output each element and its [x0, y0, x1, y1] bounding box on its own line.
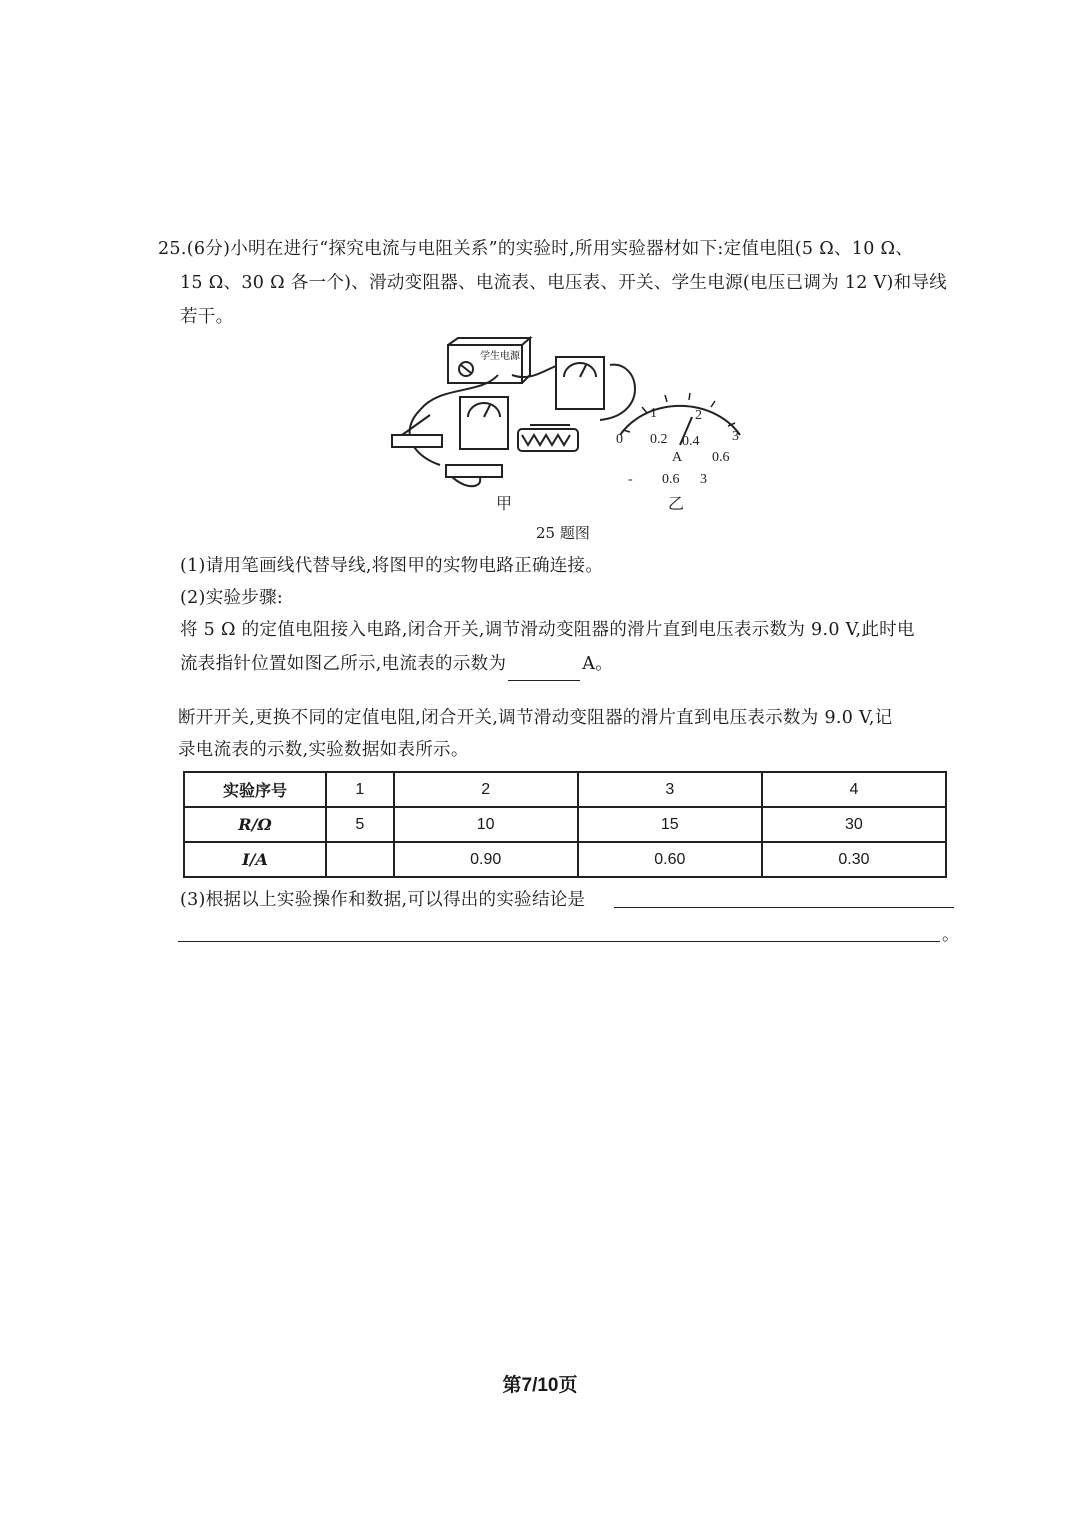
step-2-line-1: 断开开关,更换不同的定值电阻,闭合开关,调节滑动变阻器的滑片直到电压表示数为 9.0 V,记	[178, 708, 893, 728]
figure-label-yi: 乙	[668, 494, 685, 513]
table-row	[184, 842, 946, 877]
switch	[392, 435, 442, 447]
step-1-line-2	[180, 647, 958, 681]
table-cell: 5	[326, 807, 394, 842]
ammeter	[460, 397, 508, 449]
meter-unit: A	[672, 450, 683, 465]
table-cell: 0.60	[578, 842, 762, 877]
part-2: (2)实验步骤:	[180, 588, 284, 608]
table-cell: 10	[394, 807, 578, 842]
scale-0-4: 0.4	[682, 434, 700, 449]
table-row	[184, 772, 946, 807]
scale-0-6: 0.6	[712, 450, 730, 465]
row-header-resistance: R/Ω	[184, 807, 326, 842]
answer-line-1[interactable]	[614, 907, 954, 908]
table-cell: 15	[578, 807, 762, 842]
figure-caption: 25 题图	[536, 524, 590, 542]
row-header-trial: 实验序号	[184, 772, 326, 807]
step-1-line-1: 将 5 Ω 的定值电阻接入电路,闭合开关,调节滑动变阻器的滑片直到电压表示数为 9.0 V,此时电	[180, 620, 915, 640]
terminal-0-6: 0.6	[662, 472, 680, 487]
row-header-current: I/A	[184, 842, 326, 877]
step-1-line-2-unit: A。	[582, 654, 614, 674]
scale-3: 3	[732, 429, 739, 444]
meter-scale-ticks	[623, 393, 735, 432]
question-intro-line-3: 若干。	[180, 307, 234, 327]
table-cell: 4	[762, 772, 946, 807]
fixed-resistor	[446, 465, 502, 477]
table-row	[184, 807, 946, 842]
terminal-minus: -	[628, 472, 633, 487]
voltmeter	[556, 357, 604, 409]
part-3: (3)根据以上实验操作和数据,可以得出的实验结论是	[180, 890, 586, 910]
scale-0-top: 0	[616, 432, 623, 447]
data-table	[183, 771, 947, 878]
scale-1: 1	[650, 406, 657, 421]
table-cell: 2	[394, 772, 578, 807]
circuit-figure	[380, 335, 760, 520]
part-3-end: 。	[942, 925, 960, 945]
power-supply-label: 学生电源	[480, 351, 520, 362]
table-cell: 30	[762, 807, 946, 842]
table-cell: 0.90	[394, 842, 578, 877]
question-intro-line-1: 25.(6分)小明在进行“探究电流与电阻关系”的实验时,所用实验器材如下:定值电阻(5 Ω、10 Ω、	[158, 239, 914, 259]
figure-label-jia: 甲	[496, 494, 513, 513]
answer-blank-current[interactable]	[508, 660, 580, 681]
terminal-3: 3	[700, 472, 707, 487]
table-cell: 3	[578, 772, 762, 807]
part-1: (1)请用笔画线代替导线,将图甲的实物电路正确连接。	[180, 556, 604, 576]
step-2-line-2: 录电流表的示数,实验数据如表所示。	[178, 740, 469, 760]
table-cell: 1	[326, 772, 394, 807]
page-number: 第7/10页	[502, 1375, 578, 1396]
table-cell-blank[interactable]	[326, 842, 394, 877]
step-1-line-2-text: 流表指针位置如图乙所示,电流表的示数为	[180, 654, 507, 674]
meter-scale-arc	[620, 406, 740, 435]
question-intro-line-2: 15 Ω、30 Ω 各一个)、滑动变阻器、电流表、电压表、开关、学生电源(电压已调为 12 V)和导线	[180, 273, 948, 293]
scale-0-2: 0.2	[650, 432, 668, 447]
scale-2: 2	[695, 408, 702, 423]
table-cell: 0.30	[762, 842, 946, 877]
answer-line-2[interactable]	[178, 941, 940, 942]
